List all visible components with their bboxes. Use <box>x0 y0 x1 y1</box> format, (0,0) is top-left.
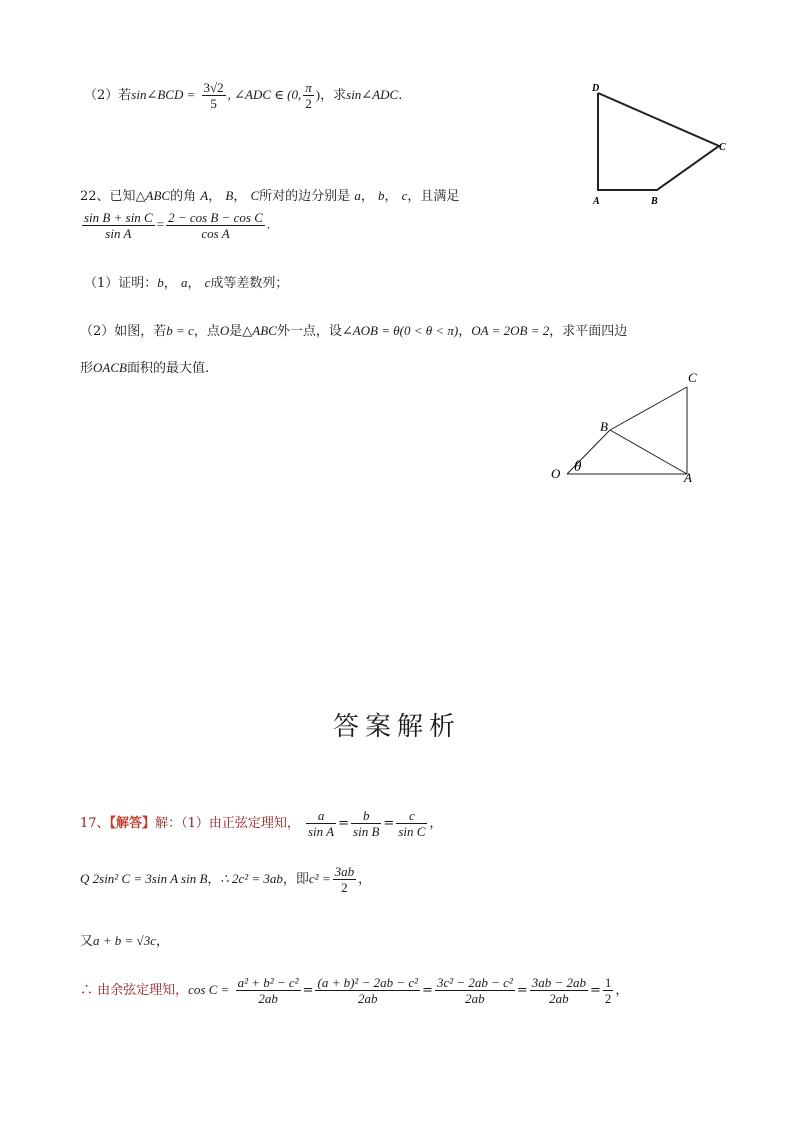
frac-pi-over-2 <box>303 80 314 111</box>
q22-intro <box>80 185 459 204</box>
equals: = <box>590 983 601 998</box>
sep: ， <box>360 189 374 204</box>
sep: ， <box>429 816 443 831</box>
sin-bcd: sin∠BCD = <box>131 87 196 102</box>
q22-part2-line2 <box>80 357 209 376</box>
text: 形 <box>80 361 94 376</box>
sep: ， <box>155 934 169 949</box>
equals: = <box>422 983 433 998</box>
answer-part1: （1）由正弦定理知， <box>181 816 300 831</box>
frac-rhs <box>166 210 265 241</box>
sep: ， <box>458 324 472 339</box>
a17-line1 <box>80 808 442 839</box>
expr-sin-relation: Q 2sin² C = 3sin A sin B <box>80 871 208 886</box>
frac-g2 <box>315 975 420 1006</box>
frac-num: sin B + sin C <box>84 210 153 225</box>
frac-den: 2 <box>305 96 312 111</box>
expr-c2: c² = <box>308 871 331 886</box>
label-b: B <box>651 196 658 207</box>
label-c: C <box>719 142 726 153</box>
sep: ， <box>358 872 372 887</box>
frac-one-half <box>603 975 614 1006</box>
text: 是 <box>229 324 243 339</box>
period: . <box>398 88 403 103</box>
length-oa-ob: OA = 2OB = 2 <box>471 323 550 338</box>
frac-den: sin A <box>308 824 335 839</box>
equals: = <box>302 983 314 998</box>
var-b: b <box>377 188 385 203</box>
frac-num: 3ab − 2ab <box>531 975 587 990</box>
part-label: （1）证明： <box>84 276 158 291</box>
q21-suffix: ，求 <box>320 88 347 103</box>
text: 外一点，设 <box>276 324 342 339</box>
var-o: O <box>219 323 230 338</box>
frac-num: 3c² − 2ab − c² <box>436 975 513 990</box>
var-a-cap: A <box>200 188 209 203</box>
frac-a-sina <box>306 808 336 839</box>
var-a: a <box>354 188 361 203</box>
q21-part2 <box>84 80 402 111</box>
equals: = <box>383 816 395 831</box>
answer-section-title: 答案解析 <box>332 712 461 742</box>
frac-den: sin A <box>105 226 132 241</box>
text: 所对的边分别是 <box>259 189 351 204</box>
answer-tag: 【解答】 <box>109 816 156 831</box>
frac-lhs <box>82 210 155 241</box>
a17-line4 <box>80 975 628 1006</box>
frac-den: 2ab <box>358 991 378 1006</box>
var-a: a <box>180 275 188 290</box>
frac-3root2-over-5 <box>202 80 226 111</box>
sep: ， <box>208 189 222 204</box>
frac-3ab-over-2 <box>333 864 357 895</box>
text: ，即 <box>282 872 309 887</box>
var-c-cap: C <box>250 188 260 203</box>
text: ，点 <box>193 324 220 339</box>
a17-line3 <box>80 930 169 949</box>
q22-part2-line1 <box>80 320 627 339</box>
frac-den: 2ab <box>465 991 485 1006</box>
label-d: D <box>592 83 600 94</box>
text: 又 <box>80 934 94 949</box>
frac-g3 <box>435 975 515 1006</box>
quad-oacb: OACB <box>93 360 127 375</box>
text: 的角 <box>170 189 197 204</box>
label-c: C <box>688 370 697 385</box>
text: ，求平面四边 <box>549 324 628 339</box>
sep: ， <box>163 276 177 291</box>
q21-part2-prefix: （2）若 <box>84 88 132 103</box>
cond-b-eq-c: b = c <box>166 323 194 338</box>
frac-num: (a + b)² − 2ab − c² <box>317 975 419 990</box>
q22-condition <box>80 210 270 241</box>
frac-den: 2ab <box>549 991 569 1006</box>
label-a: A <box>684 470 692 485</box>
frac-num: 3ab <box>334 864 355 879</box>
label-o: O <box>551 466 561 481</box>
equals: = <box>516 983 528 998</box>
var-c: c <box>401 188 408 203</box>
q22-number: 22、已知 <box>80 189 136 204</box>
frac-num: b <box>351 808 381 824</box>
text: 面积的最大值. <box>126 361 210 376</box>
equals: = <box>338 816 350 831</box>
frac-num: π <box>305 80 312 95</box>
frac-num: a <box>306 808 336 824</box>
sep: ， <box>615 983 629 998</box>
frac-g4 <box>530 975 588 1006</box>
close-paren: ) <box>315 87 321 102</box>
frac-den: 5 <box>210 96 217 111</box>
angle-adc-range: , ∠ADC ∈ (0, <box>227 87 302 102</box>
q22-part1 <box>84 272 288 291</box>
figure-quadrilateral-abcd <box>585 80 735 208</box>
frac-c-sinc <box>396 808 427 839</box>
sep: ， <box>187 276 201 291</box>
frac-den: sin B <box>353 824 380 839</box>
frac-num: a² + b² − c² <box>237 975 299 990</box>
frac-num: c <box>396 808 427 824</box>
text: ∴ 由余弦定理知， <box>80 983 189 998</box>
var-b: b <box>157 275 164 290</box>
frac-den: 2 <box>604 991 612 1006</box>
frac-num: 1 <box>604 975 612 990</box>
a17-line2 <box>80 864 371 895</box>
frac-num: 2 − cos B − cos C <box>168 210 263 225</box>
frac-den: 2ab <box>258 991 278 1006</box>
answer-jie: 解： <box>155 816 182 831</box>
expr-2c2: ∴ 2c² = 3ab <box>220 871 283 886</box>
label-a: A <box>593 196 600 207</box>
var-b-cap: B <box>225 188 234 203</box>
expr-a-plus-b: a + b = √3c <box>93 933 156 948</box>
text: 成等差数列； <box>210 276 289 291</box>
label-theta: θ <box>574 459 582 475</box>
angle-aob: ∠AOB = θ(0 < θ < π) <box>341 323 459 338</box>
period: . <box>266 216 271 232</box>
frac-num: 3√2 <box>203 80 224 95</box>
figure-quadrilateral-oacb <box>545 365 715 490</box>
frac-den: sin C <box>398 824 426 839</box>
sep: ， <box>233 189 247 204</box>
frac-b-sinb <box>351 808 381 839</box>
frac-den: cos A <box>201 226 230 241</box>
frac-den: 2 <box>341 880 348 895</box>
frac-g1 <box>236 975 301 1006</box>
label-b: B <box>600 419 608 434</box>
equals: = <box>156 216 165 232</box>
text: ，且满足 <box>407 189 460 204</box>
expr-cosc: cos C = <box>188 982 230 997</box>
var-c: c <box>204 275 211 290</box>
part-label: （2）如图，若 <box>80 324 167 339</box>
sep: ， <box>207 872 221 887</box>
sep: ， <box>384 189 398 204</box>
triangle-abc: △ABC <box>242 323 277 338</box>
sin-adc: sin∠ADC <box>346 87 399 102</box>
triangle-abc: △ABC <box>135 188 171 203</box>
answer-number: 17、 <box>80 816 110 831</box>
